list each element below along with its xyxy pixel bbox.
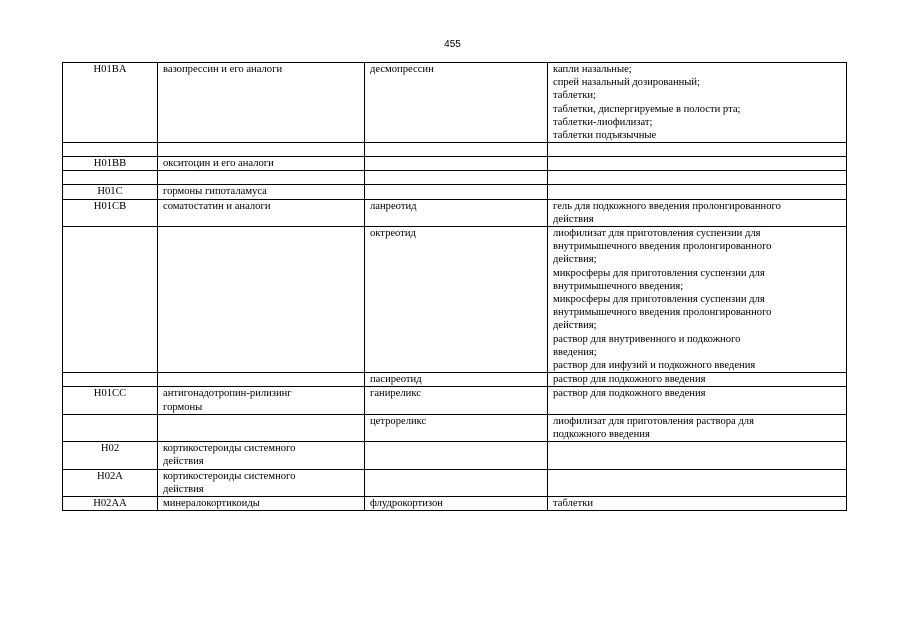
group-name-line: минералокортикоиды [163,498,260,510]
atc-code: H02A [97,470,123,482]
dosage-form-line: спрей назальный дозированный; [553,77,701,89]
dosage-form-cell [548,143,847,157]
atc-code-cell [63,227,158,373]
drug-name-line: ланреотид [370,200,417,212]
atc-code-cell [63,157,158,171]
dosage-form-cell [548,469,847,496]
dosage-form-cell [548,199,847,226]
group-name-line: гормоны [163,401,203,413]
table-row [63,157,847,171]
page-number: 455 [444,39,461,50]
dosage-form-line: таблетки [553,498,594,510]
drug-name-cell [365,157,548,171]
group-name-line: окситоцин и его аналоги [163,158,274,170]
dosage-form-line: раствор для внутривенного и подкожного [553,333,741,345]
atc-code: H01CC [93,388,127,400]
atc-code-cell [63,143,158,157]
atc-code: H01BA [93,64,127,75]
drug-name-line: пасиреотид [370,374,422,386]
dosage-form-cell [548,171,847,185]
atc-code-cell [63,442,158,469]
atc-drug-table [62,62,847,511]
table-row [63,373,847,387]
drug-name-line: десмопрессин [370,64,434,75]
group-name-cell [158,199,365,226]
dosage-form-line: внутримышечного введения; [553,280,684,292]
dosage-form-line: лиофилизат для приготовления раствора для [553,415,754,427]
group-name-line: кортикостероиды системного [163,443,296,455]
group-name-cell [158,469,365,496]
table-row [63,387,847,414]
dosage-form-line: введения; [553,346,597,358]
group-name-line: вазопрессин и его аналоги [163,64,283,75]
dosage-form-cell [548,442,847,469]
atc-code-cell [63,497,158,511]
dosage-form-line: внутримышечного введения пролонгированного [553,307,772,319]
table-row [63,185,847,199]
drug-name-line: цетрореликс [370,415,427,427]
atc-code: H02 [100,443,120,455]
atc-code-cell [63,185,158,199]
drug-name-line: флудрокортизон [370,498,443,510]
table-row [63,442,847,469]
dosage-form-line: внутримышечного введения пролонгированного [553,241,772,253]
dosage-form-cell [548,373,847,387]
table-row [63,143,847,157]
drug-name-cell [365,227,548,373]
atc-code-cell [63,199,158,226]
group-name-line: соматостатин и аналоги [163,200,271,212]
atc-code-cell [63,469,158,496]
drug-name-cell [365,373,548,387]
dosage-form-cell [548,157,847,171]
group-name-cell [158,227,365,373]
dosage-form-cell [548,497,847,511]
atc-code-cell [63,387,158,414]
drug-name-cell [365,185,548,199]
group-name-cell [158,373,365,387]
dosage-form-line: капли назальные; [553,64,632,75]
dosage-form-line: раствор для подкожного введения [553,388,706,400]
drug-name-line: ганиреликс [370,388,421,400]
dosage-form-line: микросферы для приготовления суспензии для [553,294,765,306]
group-name-cell [158,185,365,199]
dosage-form-line: гель для подкожного введения пролонгированного [553,200,781,212]
dosage-form-line: действия; [553,254,597,266]
group-name-line: действия [163,483,204,495]
drug-name-cell [365,171,548,185]
atc-code-cell [63,63,158,143]
group-name-cell [158,143,365,157]
dosage-form-cell [548,63,847,143]
atc-code: H01C [97,186,123,198]
dosage-form-line: раствор для инфузий и подкожного введения [553,360,756,372]
group-name-cell [158,387,365,414]
group-name-cell [158,171,365,185]
dosage-form-cell [548,387,847,414]
atc-code: H01BB [93,158,127,170]
group-name-line: гормоны гипоталамуса [163,186,267,198]
atc-code: H02AA [93,498,127,510]
drug-name-cell [365,387,548,414]
dosage-form-cell [548,414,847,441]
group-name-line: антигонадотропин-рилизинг [163,388,292,400]
table-row [63,63,847,143]
drug-name-cell [365,414,548,441]
drug-name-cell [365,497,548,511]
group-name-cell [158,414,365,441]
dosage-form-line: раствор для подкожного введения [553,374,706,386]
drug-name-line: октреотид [370,228,416,240]
drug-name-cell [365,143,548,157]
drug-name-cell [365,469,548,496]
dosage-form-line: таблетки; [553,90,596,102]
drug-name-cell [365,442,548,469]
dosage-form-line: микросферы для приготовления суспензии для [553,267,765,279]
atc-code-cell [63,171,158,185]
table-row [63,171,847,185]
atc-code-cell [63,373,158,387]
table-row [63,414,847,441]
dosage-form-cell [548,227,847,373]
dosage-form-line: таблетки-лиофилизат; [553,116,653,128]
dosage-form-line: таблетки, диспергируемые в полости рта; [553,103,741,115]
group-name-cell [158,63,365,143]
atc-code-cell [63,414,158,441]
group-name-cell [158,157,365,171]
dosage-form-line: подкожного введения [553,429,650,441]
table-row [63,227,847,373]
group-name-line: действия [163,456,204,468]
table-body [63,63,847,511]
group-name-cell [158,497,365,511]
group-name-cell [158,442,365,469]
drug-name-cell [365,63,548,143]
dosage-form-line: таблетки подъязычные [553,130,657,142]
table-row [63,497,847,511]
atc-code: H01CB [93,200,127,212]
dosage-form-cell [548,185,847,199]
dosage-form-line: лиофилизат для приготовления суспензии для [553,228,761,240]
drug-name-cell [365,199,548,226]
group-name-line: кортикостероиды системного [163,470,296,482]
table-row [63,469,847,496]
dosage-form-line: действия; [553,320,597,332]
table-row [63,199,847,226]
dosage-form-line: действия [553,213,594,225]
